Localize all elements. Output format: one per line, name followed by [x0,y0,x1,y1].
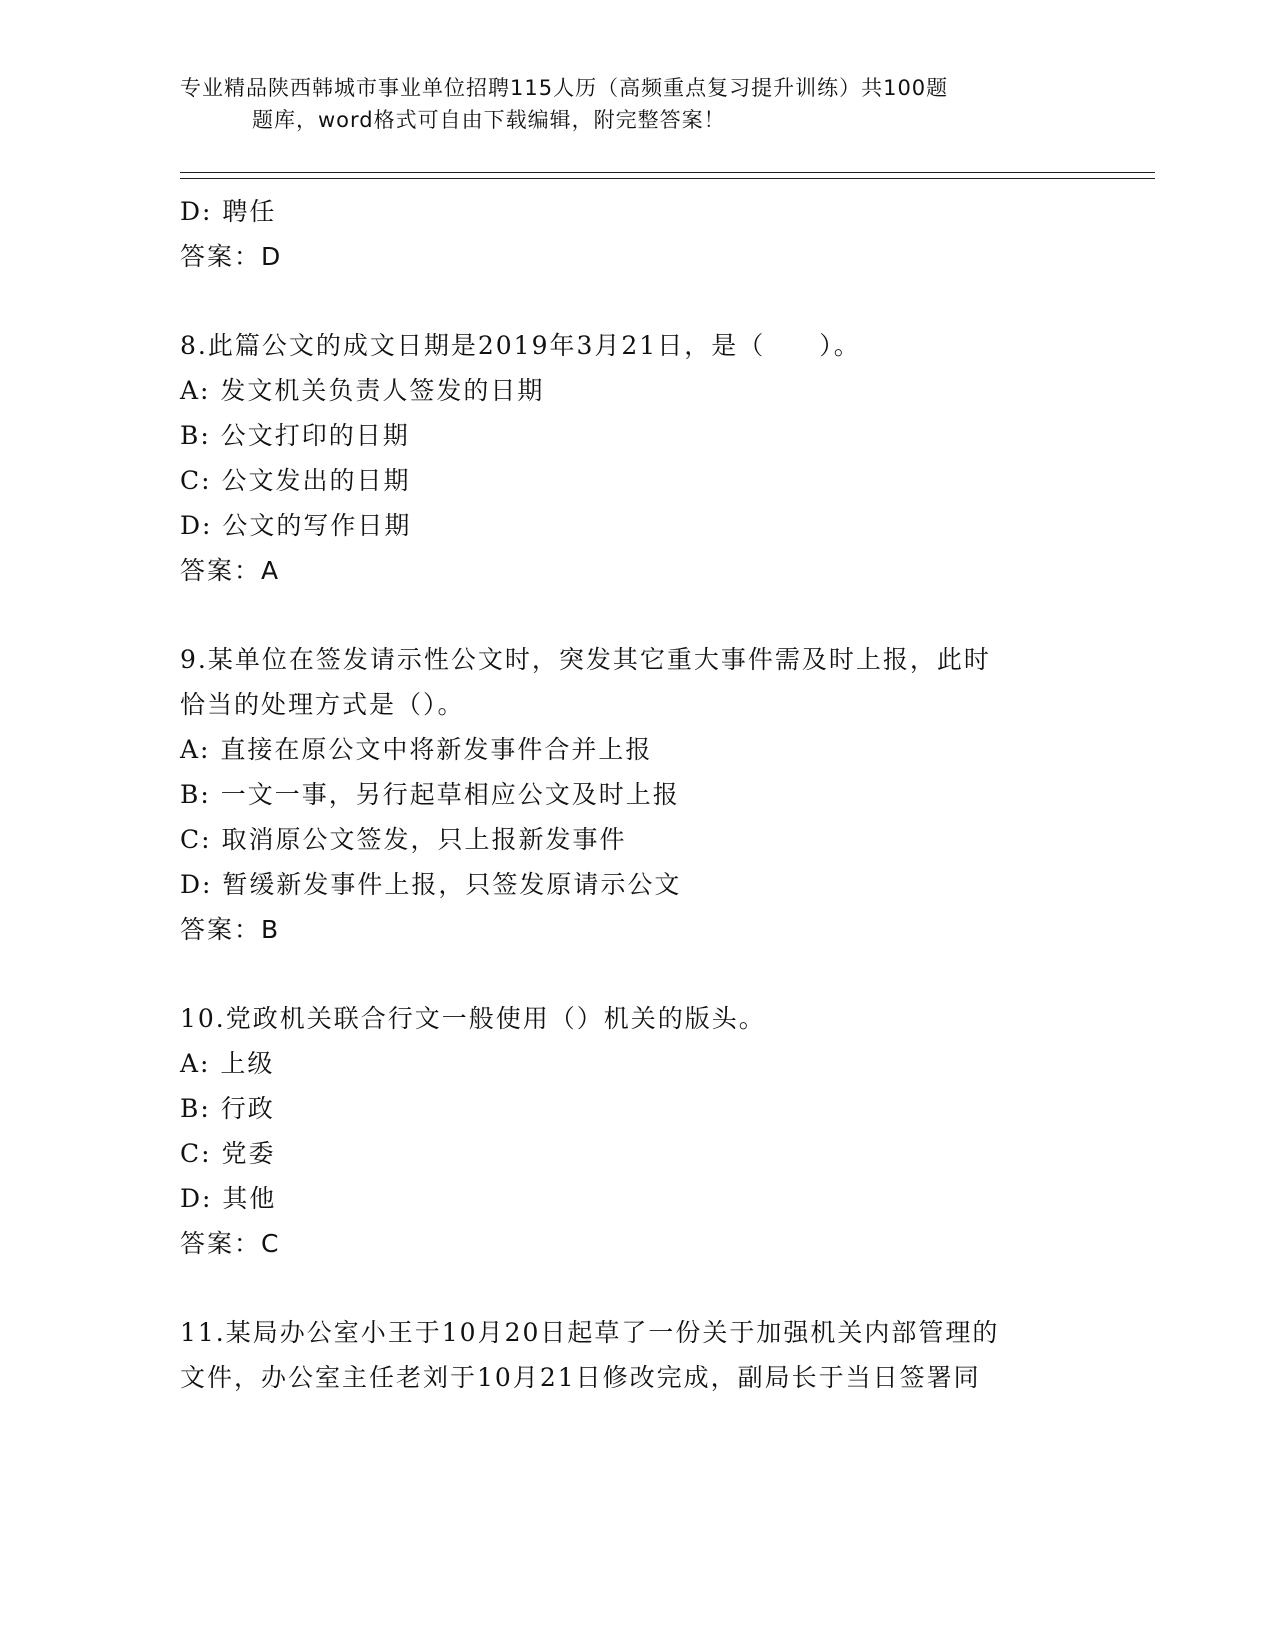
document-header [180,72,1060,136]
option-c: C: 公文发出的日期 [180,466,411,495]
option-d: D: 其他 [180,1184,277,1213]
header-rule-bottom [180,178,1155,179]
header-title-line-2: 题库，word格式可自由下载编辑，附完整答案！ [252,108,726,132]
option-c: C: 党委 [180,1139,276,1168]
option-a: A: 发文机关负责人签发的日期 [180,376,545,405]
answer-line: 答案：D [180,242,283,271]
spacer [180,593,1080,637]
option-c: C: 取消原公文签发，只上报新发事件 [180,825,627,854]
spacer [180,279,1080,323]
header-rule-top [180,172,1155,173]
spacer [180,1266,1080,1310]
question-block-9 [180,637,1080,952]
option-b: B: 行政 [180,1094,275,1123]
question-stem: 10.党政机关联合行文一般使用（）机关的版头。 [180,1004,766,1033]
question-stem-line-1: 9.某单位在签发请示性公文时，突发其它重大事件需及时上报，此时 [180,645,991,674]
document-body [180,189,1080,1400]
question-block-11 [180,1310,1080,1400]
option-a: A: 上级 [180,1049,275,1078]
question-block-prev [180,189,1080,279]
spacer [180,952,1080,996]
question-block-8 [180,323,1080,593]
question-stem-line-1: 11.某局办公室小王于10月20日起草了一份关于加强机关内部管理的 [180,1318,1000,1347]
question-stem-line-2: 文件，办公室主任老刘于10月21日修改完成，副局长于当日签署同 [180,1363,981,1392]
answer-line: 答案：A [180,556,281,585]
option-d: D: 暂缓新发事件上报，只签发原请示公文 [180,870,682,899]
option-b: B: 一文一事，另行起草相应公文及时上报 [180,780,680,809]
answer-line: 答案：C [180,1229,281,1258]
answer-line: 答案：B [180,915,281,944]
question-stem: 8.此篇公文的成文日期是2019年3月21日，是（ ）。 [180,331,861,360]
option-b: B: 公文打印的日期 [180,421,410,450]
option-a: A: 直接在原公文中将新发事件合并上报 [180,735,653,764]
option-d: D: 公文的写作日期 [180,511,412,540]
header-title-line-1: 专业精品陕西韩城市事业单位招聘115人历（高频重点复习提升训练）共100题 [180,76,949,100]
option-d: D: 聘任 [180,197,277,226]
question-block-10 [180,996,1080,1266]
question-stem-line-2: 恰当的处理方式是（）。 [180,690,465,719]
